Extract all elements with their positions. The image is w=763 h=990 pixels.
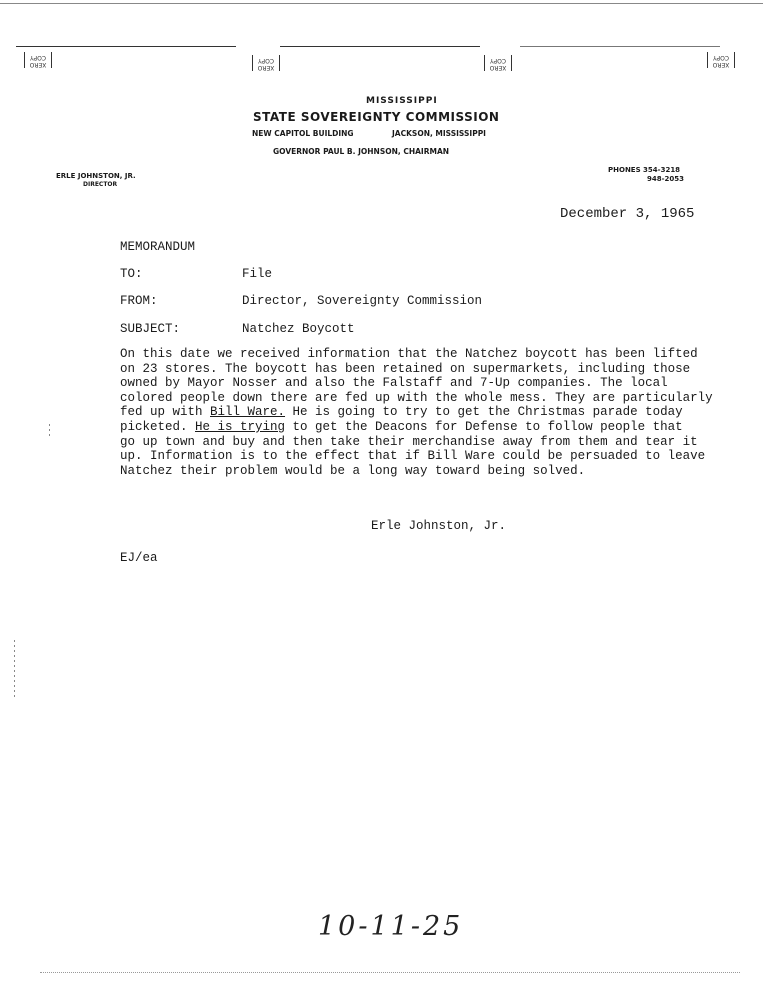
scan-artifact — [14, 640, 15, 700]
body-line: Natchez their problem would be a long way toward being solved. — [120, 463, 586, 478]
scan-artifact — [49, 424, 50, 438]
to-value: File — [242, 267, 273, 281]
handwritten-file-number: 10-11-25 — [318, 911, 464, 942]
scan-border-line — [0, 3, 763, 4]
letterhead-governor: GOVERNOR PAUL B. JOHNSON, CHAIRMAN — [273, 147, 450, 156]
letterhead-phone-2: 948-2053 — [647, 175, 684, 183]
body-text-segment: fed up with — [120, 405, 211, 420]
body-text-segment: to get the Deacons for Defense to follow people that — [285, 419, 683, 434]
xerox-stamp: XERO COPY — [707, 52, 735, 68]
body-text-segment: He is going to try to get the Christmas parade today — [285, 405, 683, 420]
top-rule-left — [16, 46, 236, 47]
letterhead-building: NEW CAPITOL BUILDING — [252, 129, 354, 138]
subject-value: Natchez Boycott — [242, 322, 355, 336]
to-label: TO: — [120, 267, 143, 281]
body-text-segment: picketed. — [120, 419, 196, 434]
underlined-name: Bill Ware. — [210, 405, 286, 420]
letterhead-city: JACKSON, MISSISSIPPI — [392, 129, 486, 138]
xerox-stamp: XERO COPY — [484, 55, 512, 71]
subject-label: SUBJECT: — [120, 322, 181, 336]
letterhead-director-name: ERLE JOHNSTON, JR. — [56, 172, 136, 180]
from-label: FROM: — [120, 294, 158, 308]
body-line: colored people down there are fed up with the whole mess. They are particularly — [120, 390, 713, 405]
body-line — [120, 405, 700, 420]
body-line: up. Information is to the effect that if Bill Ware could be persuaded to leave — [120, 449, 706, 464]
body-line — [120, 420, 700, 435]
top-rule-middle — [280, 46, 480, 47]
body-line: go up town and buy and then take their merchandise away from them and tear it — [120, 434, 698, 449]
body-line: On this date we received information that the Natchez boycott has been lifted — [120, 347, 698, 361]
letterhead-director-title: DIRECTOR — [83, 181, 118, 188]
typist-initials: EJ/ea — [120, 551, 158, 565]
top-rule-right — [520, 46, 720, 47]
memo-date: December 3, 1965 — [560, 206, 695, 222]
from-value: Director, Sovereignty Commission — [242, 294, 483, 308]
memo-body — [120, 347, 713, 478]
memo-title: MEMORANDUM — [120, 240, 196, 254]
letterhead-state: MISSISSIPPI — [366, 96, 438, 106]
letterhead-agency: STATE SOVEREIGNTY COMMISSION — [253, 110, 500, 124]
xerox-stamp: XERO COPY — [252, 55, 280, 71]
letterhead-phone-1: PHONES 354-3218 — [608, 166, 681, 174]
body-line: owned by Mayor Nosser and also the Falstaff and 7-Up companies. The local — [120, 376, 668, 391]
signature: Erle Johnston, Jr. — [371, 519, 507, 533]
body-line: on 23 stores. The boycott has been retained on supermarkets, including those — [120, 361, 691, 376]
underlined-phrase: He is trying — [195, 419, 286, 434]
scan-artifact-bottom — [40, 972, 740, 974]
xerox-stamp: XERO COPY — [24, 52, 52, 68]
